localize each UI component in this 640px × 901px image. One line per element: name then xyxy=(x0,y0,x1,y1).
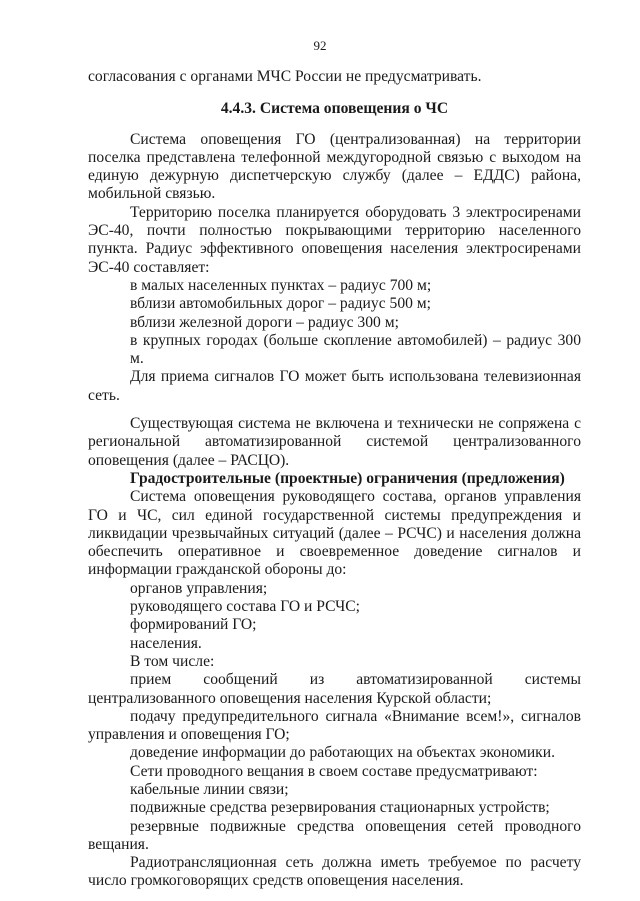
list-item-recipient: органов управления; xyxy=(130,579,268,597)
list-item-recipient: населения. xyxy=(130,634,202,652)
list-item-including: доведение информации до работающих на объектах экономики. xyxy=(130,744,555,762)
including-label: В том числе: xyxy=(130,652,215,670)
list-item-wired: кабельные линии связи; xyxy=(130,780,289,798)
list-item-radius: в малых населенных пунктах – радиус 700 м; xyxy=(130,276,432,294)
list-item-recipient: формирований ГО; xyxy=(130,616,257,634)
paragraph-rasco: Существующая система не включена и технически не сопряжена с региональной автоматизированной системой централизованного оповещения (далее – РАСЦО). xyxy=(88,415,581,469)
subheading-restrictions: Градостроительные (проектные) ограничения (предложения) xyxy=(130,469,565,487)
list-item-radius: в крупных городах (больше скопление автомобилей) – радиус 300 м. xyxy=(130,331,581,368)
paragraph-sirens: Территорию поселка планируется оборудовать 3 электросиренами ЭС-40, почти полностью покрывающими территорию населенного пункта. Радиус эффективного оповещения населения электросиренами ЭС-40 составляет: xyxy=(88,203,581,276)
paragraph-current-system: Система оповещения ГО (централизованная) на территории поселка представлена телефонной междугородной связью с выходом на единую дежурную диспетчерскую службу (далее – ЕДДС) района, мобильной связью. xyxy=(88,130,581,203)
list-item-including: прием сообщений из автоматизированной системы централизованного оповещения населения Курской области; xyxy=(88,671,581,707)
paragraph-notification-duty: Система оповещения руководящего состава, органов управления ГО и ЧС, сил единой государственной системы предупреждения и ликвидации чрезвычайных ситуаций (далее – РСЧС) и населения должна обеспечить оперативное и своевременное доведение сигналов и информации гражданской обороны до: xyxy=(88,488,581,579)
paragraph-tv-network: Для приема сигналов ГО может быть использована телевизионная сеть. xyxy=(88,368,581,404)
list-item-wired: резервные подвижные средства оповещения сетей проводного вещания. xyxy=(88,817,581,853)
list-item-radius: вблизи железной дороги – радиус 300 м; xyxy=(130,313,399,331)
paragraph-wired-broadcast: Сети проводного вещания в своем составе предусматривают: xyxy=(130,762,538,780)
list-item-radius: вблизи автомобильных дорог – радиус 500 м; xyxy=(130,295,432,313)
list-item-recipient: руководящего состава ГО и РСЧС; xyxy=(130,598,361,616)
document-body xyxy=(88,68,581,891)
list-item-wired: подвижные средства резервирования стационарных устройств; xyxy=(130,799,550,817)
list-item-including: подачу предупредительного сигнала «Внимание всем!», сигналов управления и оповещения ГО; xyxy=(88,707,581,744)
section-heading: 4.4.3. Система оповещения о ЧС xyxy=(220,100,449,118)
intro-line: согласования с органами МЧС России не предусматривать. xyxy=(88,68,482,85)
page-number: 92 xyxy=(313,38,327,53)
paragraph-radio-network: Радиотрансляционная сеть должна иметь требуемое по расчету число громкоговорящих средств оповещения населения. xyxy=(88,854,581,890)
